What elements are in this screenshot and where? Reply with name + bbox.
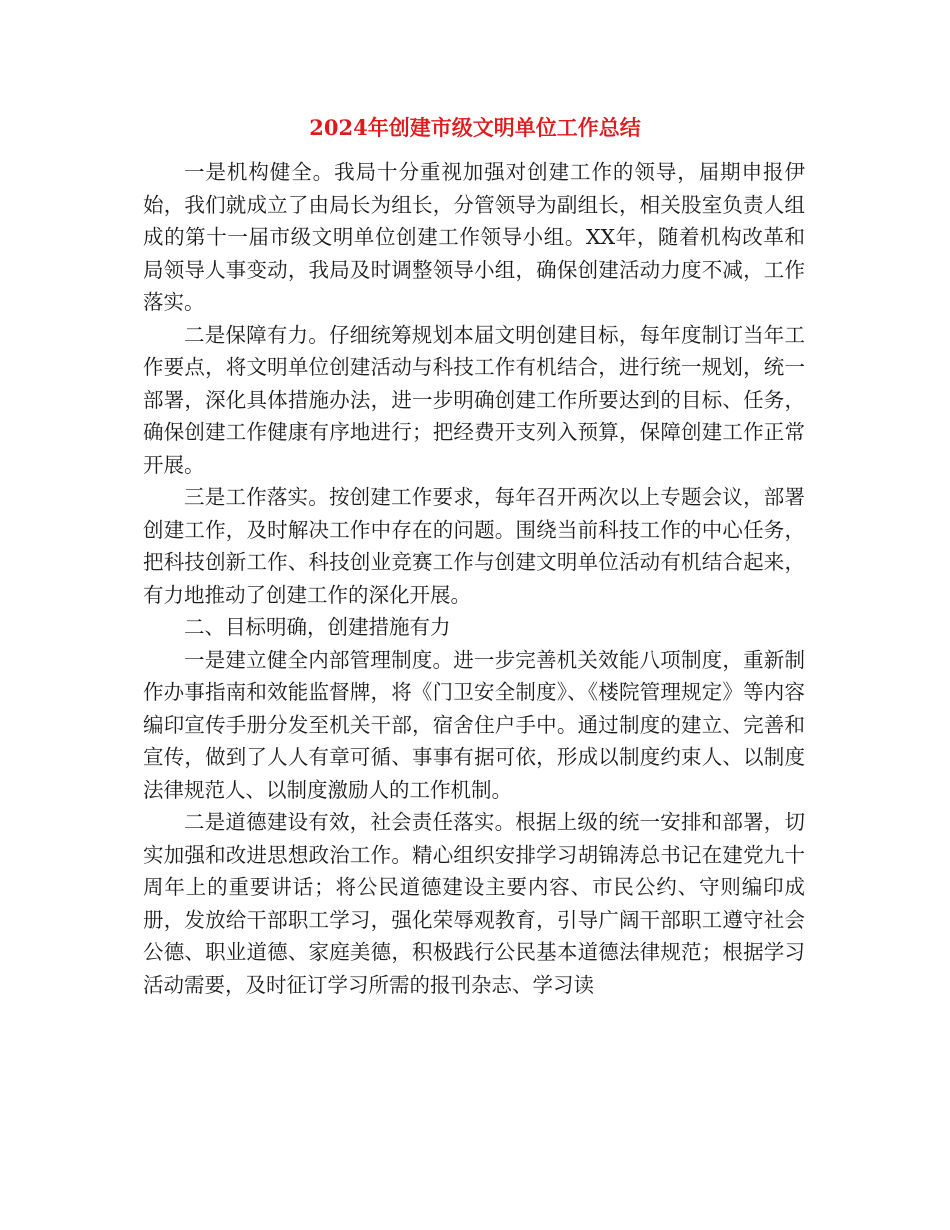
section-heading-goals: 二、目标明确，创建措施有力: [184, 615, 451, 639]
document-body: [143, 156, 805, 1001]
document-title: 2024年创建市级文明单位工作总结: [309, 115, 641, 140]
paragraph-implementation: 三是工作落实。按创建工作要求，每年召开两次以上专题会议，部署创建工作，及时解决工作中存在的问题。围绕当前科技工作的中心任务，把科技创新工作、科技创业竞赛工作与创建文明单位活动有机结合起来，有力地推动了创建工作的深化开展。: [143, 485, 805, 607]
paragraph-organization: 一是机构健全。我局十分重视加强对创建工作的领导，届期申报伊始，我们就成立了由局长为组长，分管领导为副组长，相关股室负责人组成的第十一届市级文明单位创建工作领导小组。XX年，随着机构改革和局领导人事变动，我局及时调整领导小组，确保创建活动力度不减，工作落实。: [143, 160, 805, 314]
paragraph-moral-construction: 二是道德建设有效，社会责任落实。根据上级的统一安排和部署，切实加强和改进思想政治工作。精心组织安排学习胡锦涛总书记在建党九十周年上的重要讲话；将公民道德建设主要内容、市民公约、守则编印成册，发放给干部职工学习，强化荣辱观教育，引导广阔干部职工遵守社会公德、职业道德、家庭美德，积极践行公民基本道德法律规范；根据学习活动需要，及时征订学习所需的报刊杂志、学习读: [143, 810, 805, 997]
paragraph-guarantee: 二是保障有力。仔细统筹规划本届文明创建目标，每年度制订当年工作要点，将文明单位创建活动与科技工作有机结合，进行统一规划，统一部署，深化具体措施办法，进一步明确创建工作所要达到的目标、任务，确保创建工作健康有序地进行；把经费开支列入预算，保障创建工作正常开展。: [143, 322, 805, 477]
paragraph-management-system: 一是建立健全内部管理制度。进一步完善机关效能八项制度，重新制作办事指南和效能监督牌，将《门卫安全制度》、《楼院管理规定》等内容编印宣传手册分发至机关干部，宿舍住户手中。通过制度的建立、完善和宣传，做到了人人有章可循、事事有据可依，形成以制度约束人、以制度法律规范人、以制度激励人的工作机制。: [143, 647, 805, 802]
